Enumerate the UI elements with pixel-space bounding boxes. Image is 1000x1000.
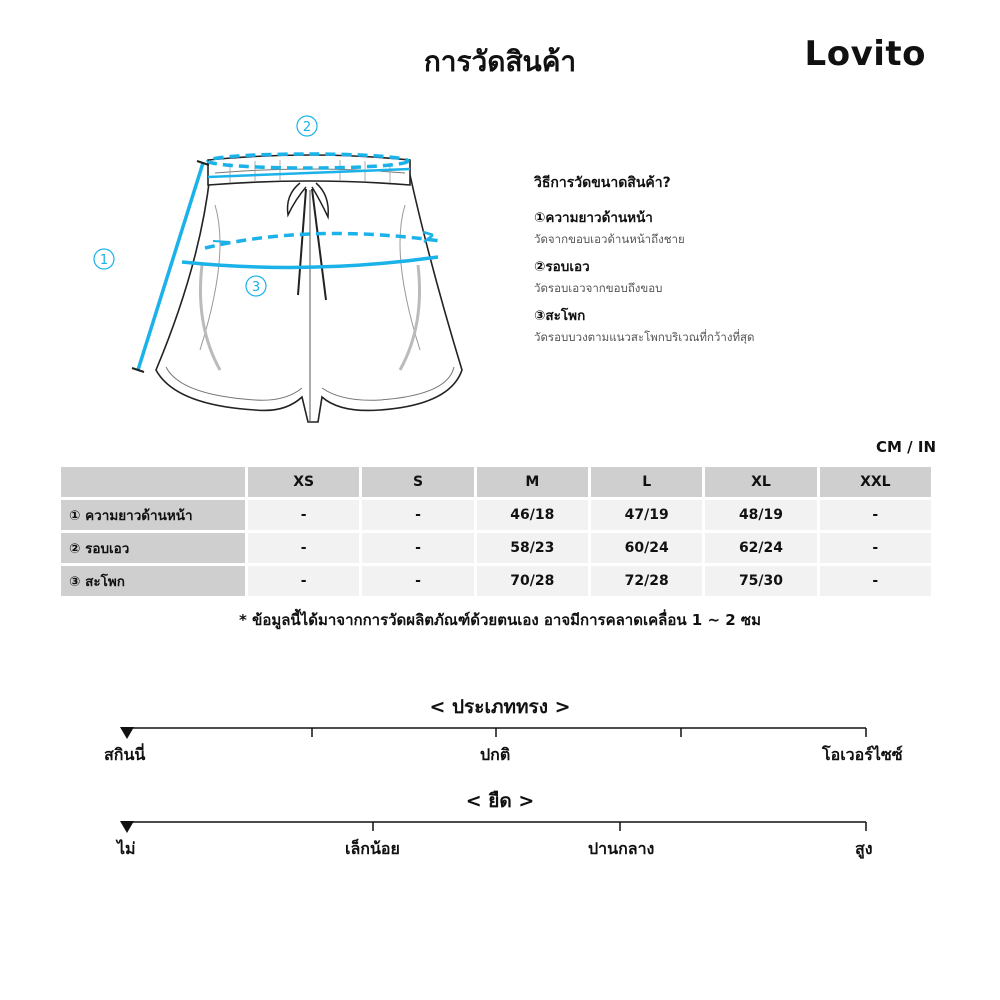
table-cell: - (362, 500, 473, 530)
stretch-scale-line (0, 814, 1000, 834)
table-corner-cell (61, 467, 245, 497)
how-to-heading: วิธีการวัดขนาดสินค้า? (534, 175, 671, 191)
column-header: XL (705, 467, 816, 497)
size-table (58, 464, 934, 599)
table-row (61, 566, 931, 596)
table-cell: - (820, 533, 931, 563)
stretch-label-none: ไม่ (117, 839, 136, 858)
table-row (61, 500, 931, 530)
row-header: ① ความยาวด้านหน้า (61, 500, 245, 530)
column-header: XXL (820, 467, 931, 497)
marker-2 (297, 116, 317, 136)
table-cell: 46/18 (477, 500, 588, 530)
table-row (61, 533, 931, 563)
table-cell: - (362, 566, 473, 596)
table-cell: 47/19 (591, 500, 702, 530)
stretch-label-high: สูง (855, 839, 873, 858)
fit-label-skinny: สกินนี่ (104, 745, 146, 764)
stretch-label-medium: ปานกลาง (588, 839, 655, 858)
table-cell: 72/28 (591, 566, 702, 596)
table-header-row (61, 467, 931, 497)
stretch-selected-marker (120, 821, 134, 833)
howto-item-2-title: ②รอบเอว (534, 259, 590, 275)
howto-item-1-desc: วัดจากขอบเอวด้านหน้าถึงชาย (534, 232, 685, 246)
fit-selected-marker (120, 727, 134, 739)
howto-item-3-title: ③สะโพก (534, 308, 586, 324)
brand-logo: Lovito (804, 34, 926, 74)
howto-item-1-title: ①ความยาวด้านหน้า (534, 210, 653, 226)
column-header: S (362, 467, 473, 497)
table-cell: 75/30 (705, 566, 816, 596)
table-cell: - (248, 533, 359, 563)
table-cell: 48/19 (705, 500, 816, 530)
column-header: XS (248, 467, 359, 497)
fit-scale-line (0, 720, 1000, 740)
stretch-scale-title: < ยืด > (465, 790, 535, 812)
row-header: ② รอบเอว (61, 533, 245, 563)
marker-1 (94, 249, 114, 269)
column-header: M (477, 467, 588, 497)
table-cell: - (820, 500, 931, 530)
howto-item-2-desc: วัดรอบเอวจากขอบถึงขอบ (534, 281, 663, 295)
table-cell: 70/28 (477, 566, 588, 596)
table-cell: 60/24 (591, 533, 702, 563)
how-to-measure (534, 172, 964, 353)
svg-text:3: 3 (251, 280, 261, 295)
fit-label-oversize: โอเวอร์ไซซ์ (822, 745, 903, 764)
fit-label-regular: ปกติ (480, 745, 511, 764)
table-cell: - (248, 566, 359, 596)
fit-scale-title: < ประเภททรง > (429, 696, 571, 718)
marker-3 (246, 276, 266, 296)
stretch-label-slight: เล็กน้อย (345, 839, 400, 858)
howto-item-3-desc: วัดรอบบวงตามแนวสะโพกบริเวณที่กว้างที่สุด (534, 330, 755, 344)
row-header: ③ สะโพก (61, 566, 245, 596)
table-cell: - (820, 566, 931, 596)
table-cell: - (362, 533, 473, 563)
svg-text:1: 1 (99, 253, 109, 268)
measurement-note: * ข้อมูลนี้ได้มาจากการวัดผลิตภัณฑ์ด้วยตนเอง อาจมีการคลาดเคลื่อน 1 ~ 2 ซม (239, 611, 761, 629)
shorts-illustration (80, 105, 500, 435)
units-label: CM / IN (876, 438, 936, 456)
table-cell: - (248, 500, 359, 530)
table-cell: 58/23 (477, 533, 588, 563)
table-cell: 62/24 (705, 533, 816, 563)
column-header: L (591, 467, 702, 497)
svg-text:2: 2 (302, 120, 312, 135)
page-title: การวัดสินค้า (423, 45, 577, 78)
